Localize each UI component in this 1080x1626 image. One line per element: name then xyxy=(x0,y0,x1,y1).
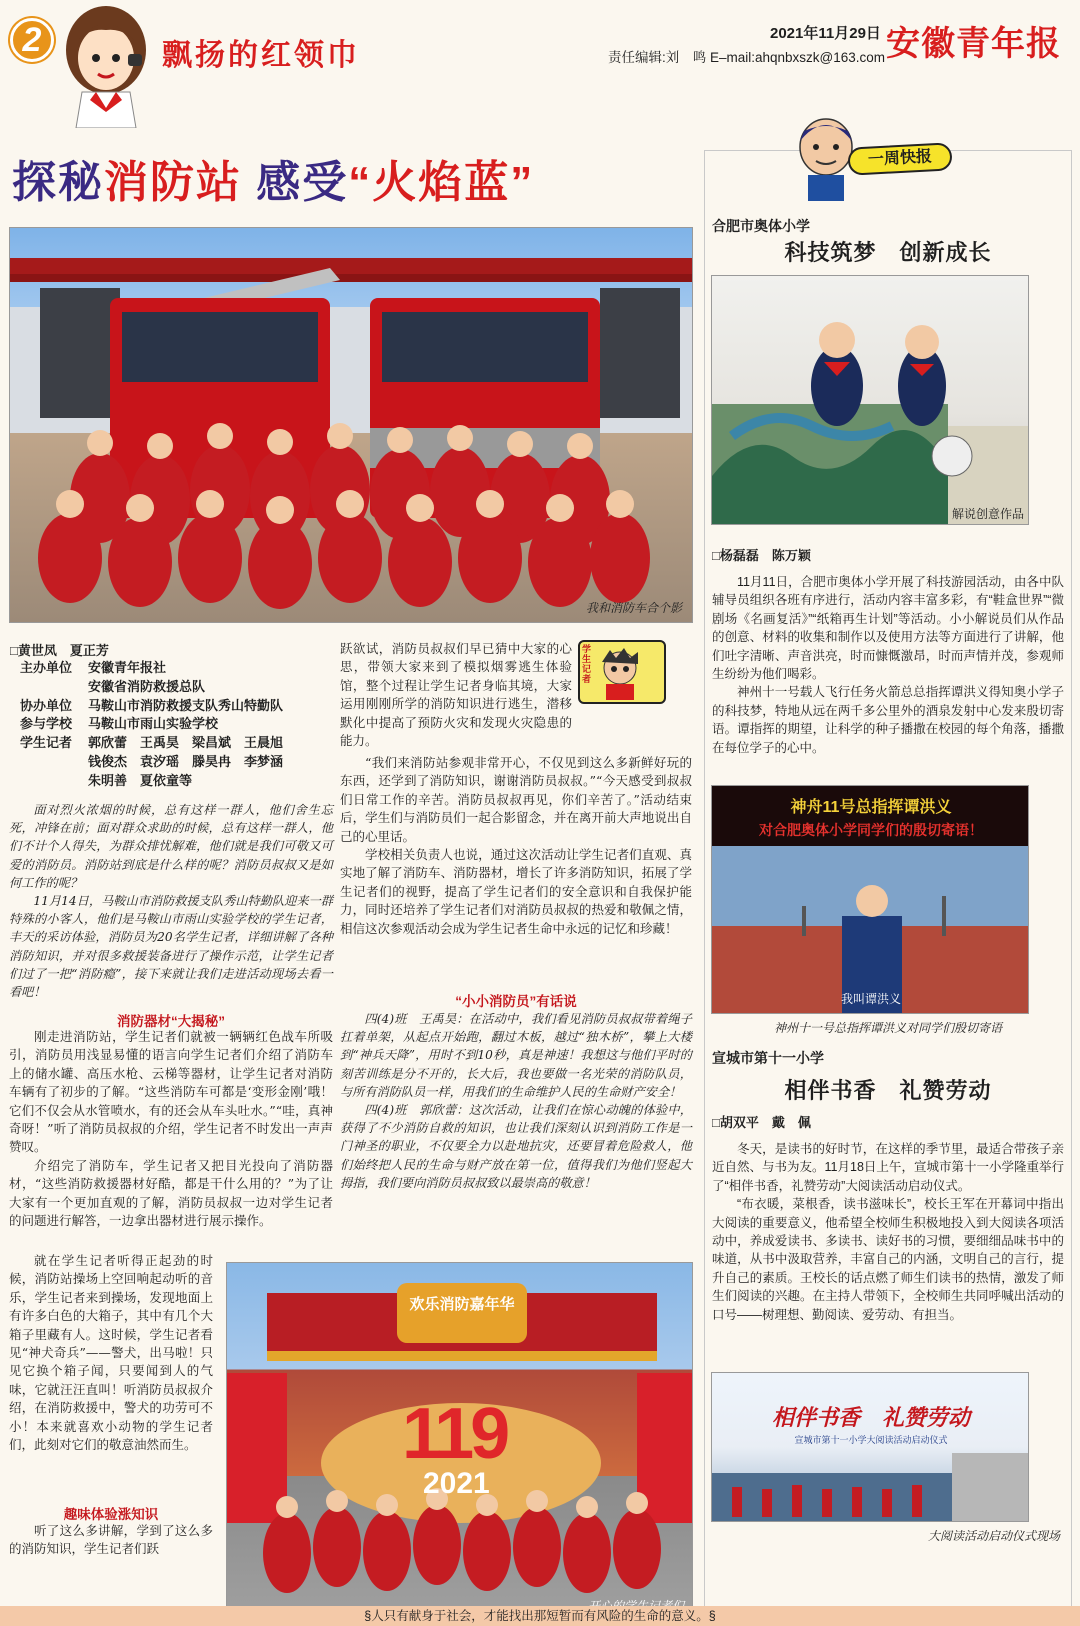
photo1-caption: 我和消防车合个影 xyxy=(585,601,682,615)
credit-label: 学生记者 xyxy=(20,735,73,751)
left-narrow-text xyxy=(9,1252,213,1454)
carnival-year: 2021 xyxy=(423,1467,490,1500)
issue-date: 2021年11月29日 xyxy=(770,25,881,42)
left-column-text xyxy=(9,1028,333,1230)
video-caption: 神州十一号总指挥谭洪义对同学们殷切寄语 xyxy=(773,1021,1002,1035)
s2-photo-caption: 大阅读活动启动仪式现场 xyxy=(927,1529,1060,1543)
credit-row xyxy=(20,772,283,791)
paragraph: 11月11日，合肥市奥体小学开展了科技游园活动，由各中队辅导员组织各班有序进行，活动内容丰富多彩，有“鞋盒世界”“微剧场《名画复活》”“纸箱再生计划”等活动。小小解说员们从作品的创意、材料的收集和制作以及使用方法等方面进行了讲解，他们吐字清晰、声音洪亮，时而慷慨激昂，时而声情并茂，参观师生纷纷为他们喝彩。 xyxy=(712,575,1064,682)
headline-part3: 感受 xyxy=(242,158,349,207)
credit-value: 安徽青年报社 xyxy=(88,660,167,675)
mascot-girl-icon xyxy=(62,0,152,128)
photo-video-message xyxy=(711,785,1029,1014)
credit-row xyxy=(20,753,283,772)
news-banner-text: 一周快报 xyxy=(867,148,933,169)
s2-school: 宣城市第十一小学 xyxy=(712,1050,824,1066)
news-banner xyxy=(847,142,952,175)
paragraph: 冬天，是读书的好时节，在这样的季节里，最适合带孩子亲近自然、与书为友。11月18日上午，宣城市第十一小学隆重举行了“相伴书香，礼赞劳动”大阅读活动启动仪式。 xyxy=(712,1142,1064,1193)
s2-title: 相伴书香 礼赞劳动 xyxy=(784,1078,992,1104)
intro-paragraph: 11月14日，马鞍山市消防救援支队秀山特勤队迎来一群特殊的小客人，他们是马鞍山市雨山实验学校的学生记者，丰天的采访体验，消防员为20名学生记者，详细讲解了各种消防知识，并对很多救援装备进行了操作示范，让学生记者们过了一把“消防瘾”，接下来就让我们走进活动现场去看一看吧！ xyxy=(9,894,333,1000)
credit-label: 主办单位 xyxy=(20,660,73,675)
headline-part2: 消防站 xyxy=(104,158,242,207)
s1-title: 科技筑梦 创新成长 xyxy=(784,240,992,266)
paragraph: 学校相关负责人也说，通过这次活动让学生记者们直观、真实地了解了消防车、消防器材，增长了许多消防知识，拓展了学生记者们的视野，提高了学生记者们的安全意识和自我保护能力，同时还培养了学生记者们对消防员叔叔的热爱和敬佩之情，相信这次参观活动会成为学生记者生命中永远的记忆和珍藏！ xyxy=(340,847,692,936)
headline xyxy=(12,146,534,210)
credit-row xyxy=(20,734,283,753)
paragraph: 介绍完了消防车，学生记者又把目光投向了消防器材，“这些消防救援器材好酷，都是干什么用的？”为了让大家有一个更加直观的了解，消防员叔叔一边对学生记者的问题进行解答，一边拿出器材进行展示操作。 xyxy=(9,1157,333,1229)
credits-block xyxy=(20,659,283,791)
student-quote: 四(4)班 郭欣蕾：这次活动，让我们在惊心动魄的体验中，获得了不少消防自救的知识，也让我们深刻认识到消防工作是一门神圣的职业，不仅要全力以赴地抗灾，还要冒着危险救人，他们始终把人民的生命与财产放在第一位，值得我们为他们竖起大拇指，我们要向消防员叔叔致以最崇高的敬意！ xyxy=(340,1103,692,1190)
headline-part1: 探秘 xyxy=(12,158,104,207)
video-title-line2: 对合肥奥体小学同学们的殷切寄语！ xyxy=(759,822,983,838)
credit-value: 钱俊杰 袁汐瑶 滕昊冉 李梦涵 xyxy=(88,753,284,769)
page-number: 2 xyxy=(22,21,42,59)
intro-paragraph: 面对烈火浓烟的时候，总有这样一群人，他们舍生忘死，冲锋在前；面对群众求助的时候，总有这样一群人，他们不计个人得失，为群众排忧解难，他们就是我们可敬又可爱的消防员。消防站到底是什么样的呢？消防员叔叔又是如何工作的呢？ xyxy=(9,803,333,890)
student-quote: 四(4)班 王禹昊：在活动中，我们看见消防员叔叔带着绳子扛着单架，从起点开始跑，翻过木板，越过“独木桥”，攀上大楼到“神兵天降”，用时不到10秒，真是神速！我想这与他们平时的刻苦训练是分不开的，长大后，我也要做一名光荣的消防队员，与所有消防队员一样，用我们的生命维护人民的生命财产安全！ xyxy=(340,1012,692,1099)
s2-authors: □胡双平 戴 佩 xyxy=(712,1115,811,1130)
credit-value: 郭欣蕾 王禹昊 梁昌斌 王晨旭 xyxy=(88,735,284,751)
subheading-young-firefighters: “小小消防员”有话说 xyxy=(455,994,577,1009)
subheading-equipment: 消防器材“大揭秘” xyxy=(117,1014,225,1029)
newspaper-name: 安徽青年报 xyxy=(886,24,1061,64)
left-narrow-text-end xyxy=(9,1522,213,1559)
credit-label: 协办单位 xyxy=(20,697,73,713)
carnival-number: 119 xyxy=(402,1394,507,1474)
paragraph: 跃欲试，消防员叔叔们早已猜中大家的心思，带领大家来到了模拟烟雾逃生体验馆，整个过程让学生记者身临其境，大家运用刚刚所学的消防知识进行逃生，潜移默化中提高了预防火灾和发现火灾隐患的能力。 xyxy=(340,641,572,749)
paragraph: 神州十一号载人飞行任务火箭总总指挥谭洪义得知奥小学子的科技梦，特地从远在两千多公里外的酒泉发射中心发来殷切寄语。谭指挥的期望，让科学的种子播撒在校园的每个角落，播撒在每位学子的心中。 xyxy=(712,685,1064,755)
student-reporter-badge-icon xyxy=(578,640,666,704)
photo-fire-station-group xyxy=(9,227,693,623)
paragraph: 就在学生记者听得正起劲的时候，消防站操场上空回响起动听的音乐，学生记者来到操场，发现地面上有许多白色的大箱子，其中有几个大箱子里藏有人。这时候，学生记者看见“神犬奇兵”——警犬，出马啦！只见它换个箱子闻，只要闻到人的气味，它就汪汪直叫！听消防员叔叔介绍，在消防救援中，警犬的功劳可不小！本来就喜欢小动物的学生记者们，此刻对它们的敬意油然而生。 xyxy=(9,1253,213,1453)
credit-row xyxy=(20,715,283,734)
paragraph: 听了这么多讲解，学到了这么多的消防知识，学生记者们跃 xyxy=(9,1523,213,1557)
credit-value: 朱明善 夏依童等 xyxy=(88,772,193,788)
paragraph: “我们来消防站参观非常开心，不仅见到这么多新鲜好玩的东西，还学到了消防知识，谢谢消防员叔叔。”“今天感受到叔叔们日常工作的辛苦。消防员叔叔再见，你们辛苦了。”活动结束后，学生们与消防员们一起合影留念，并在离开前大声地说出自己的心里话。 xyxy=(340,755,692,844)
s1-authors: □杨磊磊 陈万颖 xyxy=(712,548,811,563)
credit-value: 安徽省消防救援总队 xyxy=(88,678,206,694)
credit-row xyxy=(20,697,283,716)
paragraph: “布衣暖，菜根香，读书滋味长”，校长王军在开幕词中指出大阅读的重要意义，他希望全校师生积极地投入到大阅读各项活动中，养成爱读书、多读书、读好书的习惯，要细细品味书中的味道，从书中汲取营养，丰富自己的内涵，文明自己的言行，提升自己的素质。王校长的话点燃了师生们读书的热情，激发了师生们阅读的兴趣。在主持人带领下，全校师生共同呼喊出活动的口号——树理想、勤阅读、爱劳动、有担当。 xyxy=(712,1197,1064,1322)
subheading-experience: 趣味体验涨知识 xyxy=(63,1507,159,1522)
middle-column-top xyxy=(340,640,572,750)
video-subtitle: 我叫谭洪义 xyxy=(840,992,901,1006)
intro-block xyxy=(9,801,333,1001)
footer-motto: §人只有献身于社会，才能找出那短暂而有风险的生命的意义。§ xyxy=(364,1609,716,1623)
credit-value: 马鞍山市雨山实验学校 xyxy=(88,716,219,732)
credit-label: 参与学校 xyxy=(20,716,73,732)
reading-banner-text: 相伴书香 礼赞劳动 xyxy=(771,1405,970,1430)
photo-reading-ceremony xyxy=(711,1372,1029,1522)
video-title-line1: 神舟11号总指挥谭洪义 xyxy=(790,799,952,816)
credit-row xyxy=(20,678,283,697)
badge-text: 学生记者 xyxy=(582,644,592,684)
middle-column-text xyxy=(340,754,692,938)
footer-bar xyxy=(0,1606,1080,1626)
article-authors: □黄世凤 夏正芳 xyxy=(10,643,109,658)
credit-value: 马鞍山市消防救援支队秀山特勤队 xyxy=(88,697,284,713)
paragraph: 刚走进消防站，学生记者们就被一辆辆红色战车所吸引，消防员用浅显易懂的语言向学生记者们介绍了消防车上的储水罐、高压水枪、云梯等器材，让学生记者对消防车辆有了初步的了解。“这些消防车可都是‘变形金刚’哦！它们不仅会从水管喷水，有的还会从车头吐水。”“哇，真神奇呀！”听了消防员叔叔的介绍，学生记者不时发出一声声赞叹。 xyxy=(9,1029,333,1155)
headline-part4: “火焰蓝” xyxy=(348,158,535,207)
editor-info: 责任编辑:刘 鸣 E–mail:ahqnbxszk@163.com xyxy=(608,50,886,65)
page-number-badge xyxy=(10,18,54,62)
photo-science-presentation xyxy=(711,275,1029,525)
carnival-banner-text: 欢乐消防嘉年华 xyxy=(409,1296,515,1313)
credit-row xyxy=(20,659,283,678)
section-title: 飘扬的红领巾 xyxy=(162,39,360,72)
photo-carnival-group xyxy=(226,1262,693,1619)
s1-school: 合肥市奥体小学 xyxy=(712,218,810,234)
s2-text xyxy=(712,1140,1064,1324)
reading-banner-subtext: 宣城市第十一小学大阅读活动启动仪式 xyxy=(794,1435,948,1445)
s1-text xyxy=(712,573,1064,757)
quotes-block xyxy=(340,1010,692,1192)
s1-photo-caption: 解说创意作品 xyxy=(951,507,1024,521)
